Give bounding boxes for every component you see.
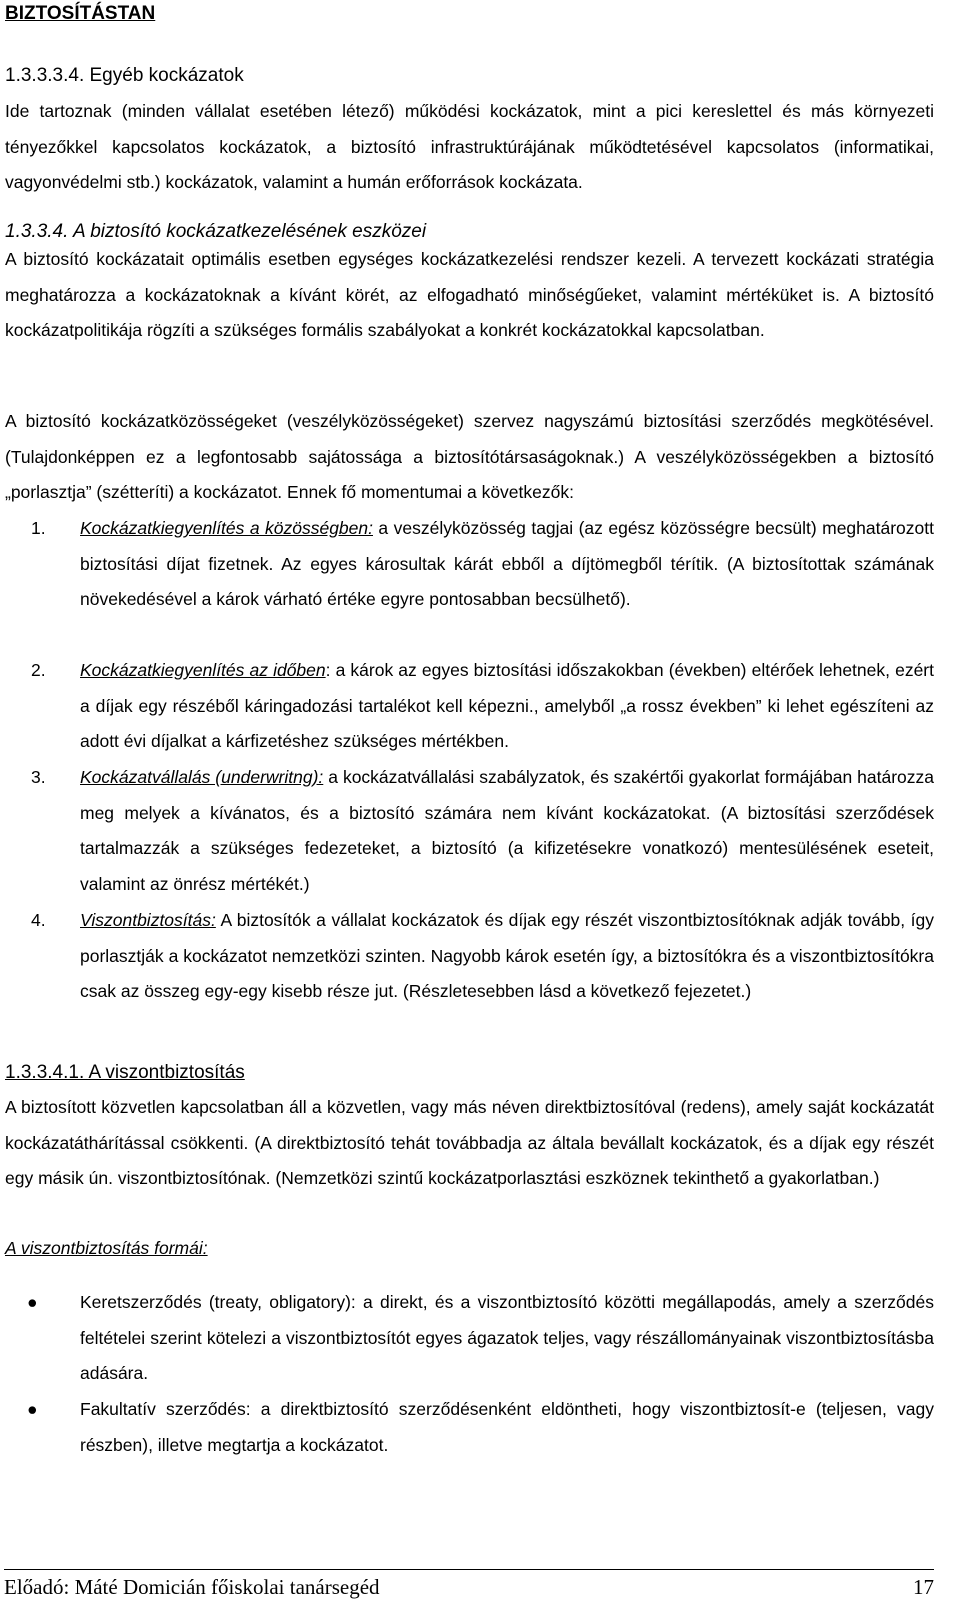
list-text: a kockázatvállalási szabályzatok, és szakértői gyakorlat formájában határozza meg melyek a kívánatos, és a biztosító számára nem kívánt kockázatokat. (A biztosítási szerződések tartalmazzák a szükséges fedezeteket, a biztosító (a kifizetésekre vonatkozó) mentesülésének eseteit, valamint az önrész mértékét.) (80, 767, 934, 894)
risk-management-paragraph-2: A biztosító kockázatközösségeket (veszélyközösségeket) szervez nagyszámú biztosítási szerződés megkötésével. (Tulajdonképpen ez a legfontosabb sajátossága a biztosítótársaságoknak.) A veszélyközösségekben a biztosító „porlasztja” (szétteríti) a kockázatot. Ennek fő momentumai a következők: (5, 411, 934, 502)
list-item-4 (5, 903, 934, 1010)
list-item-1 (5, 511, 934, 618)
footer-divider (4, 1569, 934, 1570)
bullet-icon: ● (27, 1399, 38, 1419)
list-text: a veszélyközösség tagjai (az egész közösségre becsült) meghatározott biztosítási díjat fizetnek. Az egyes károsultak kárát ebből a díjtömegből térítik. (A biztosítottak számának növekedésével a károk várható értéke egyre pontosabban becsülhető). (80, 518, 934, 609)
bullet-text: Fakultatív szerződés: a direktbiztosító szerződésenként eldöntheti, hogy viszontbiztosít-e (teljesen, vagy részben), illetve megtartja a kockázatot. (80, 1399, 934, 1455)
page-header: BIZTOSÍTÁSTAN (5, 3, 156, 24)
risk-management-paragraph-1: A biztosító kockázatait optimális esetben egységes kockázatkezelési rendszer kezeli. A tervezett kockázati stratégia meghatározza a kockázatoknak a kívánt körét, az elfogadható minőségűeket, valamint mértéküket is. A biztosító kockázatpolitikája rögzíti a szükséges formális szabályokat a konkrét kockázatokkal kapcsolatban. (5, 249, 934, 340)
bullet-text: Keretszerződés (treaty, obligatory): a direkt, és a viszontbiztosító közötti megállapodás, amely a szerződés feltételei szerint kötelezi a viszontbiztosítót egyes ágazatok teljes, vagy részállományainak viszontbiztosításba adására. (80, 1292, 934, 1383)
reinsurance-paragraph: A biztosított közvetlen kapcsolatban áll a közvetlen, vagy más néven direktbiztosítóval (redens), amely saját kockázatát kockázatáthárítással csökkenti. (A direktbiztosító tehát továbbadja az általa bevállalt kockázatok, és a díjak egy részét egy másik ún. viszontbiztosítónak. (Nemzetközi szintű kockázatporlasztási eszköznek tekinthető a gyakorlatban.) (5, 1097, 934, 1188)
list-item-3 (5, 760, 934, 902)
footer-presenter: Előadó: Máté Domicián főiskolai tanársegéd (4, 1575, 380, 1599)
bullet-icon: ● (27, 1292, 38, 1312)
page-number: 17 (913, 1575, 934, 1599)
list-number: 2. (31, 660, 46, 680)
section-title-reinsurance: 1.3.3.4.1. A viszontbiztosítás (5, 1062, 245, 1083)
list-term: Kockázatkiegyenlítés az időben (80, 660, 326, 680)
list-number: 3. (31, 767, 46, 787)
list-term: Kockázatvállalás (underwritng): (80, 767, 324, 787)
section-title-risk-management-tools: 1.3.3.4. A biztosító kockázatkezelésének eszközei (5, 221, 427, 242)
list-term: Kockázatkiegyenlítés a közösségben: (80, 518, 373, 538)
list-number: 1. (31, 518, 46, 538)
other-risks-paragraph: Ide tartoznak (minden vállalat esetében létező) működési kockázatok, mint a pici kereslettel és más környezeti tényezőkkel kapcsolatos kockázatok, a biztosító infrastruktúrájának működtetésével kapcsolatos (informatikai, vagyonvédelmi stb.) kockázatok, valamint a humán erőforrások kockázata. (5, 101, 934, 192)
list-text: A biztosítók a vállalat kockázatok és díjak egy részét viszontbiztosítóknak adják tovább, így porlasztják a kockázatot nemzetközi szinten. Nagyobb károk esetén így, a biztosítókra és a viszontbiztosítókra csak az összeg egy-egy kisebb része jut. (Részletesebben lásd a következő fejezetet.) (80, 910, 934, 1001)
list-item-2 (5, 653, 934, 760)
section-title-other-risks: 1.3.3.3.4. Egyéb kockázatok (5, 65, 244, 86)
list-term: Viszontbiztosítás: (80, 910, 216, 930)
bullet-item-facultative (5, 1392, 934, 1463)
bullet-item-treaty (5, 1285, 934, 1392)
page-footer (4, 1575, 934, 1600)
list-text: : a károk az egyes biztosítási időszakokban (években) eltérőek lehetnek, ezért a díjak egy részéből káringadozási tartalékot kell képezni., amelyből „a rossz években” ki lehet egészíteni az adott évi díjalkat a kárfizetéshez szükséges mértékben. (80, 660, 934, 751)
reinsurance-forms-label: A viszontbiztosítás formái: (5, 1238, 208, 1258)
list-number: 4. (31, 910, 46, 930)
